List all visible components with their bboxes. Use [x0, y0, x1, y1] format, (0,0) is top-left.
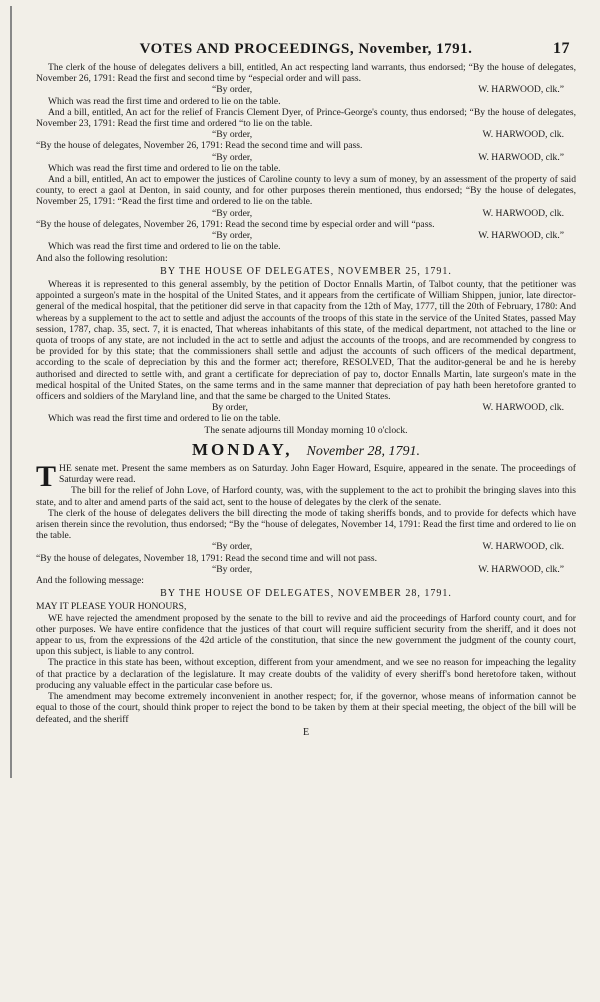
by-order-line: By order, — [212, 402, 248, 414]
body-text — [36, 62, 576, 725]
resolution-heading: BY THE HOUSE OF DELEGATES, NOVEMBER 25, 1791. — [160, 265, 452, 277]
clerk-signature: W. HARWOOD, clk.” — [478, 151, 564, 163]
adjournment-line: The senate adjourns till Monday morning 10 o'clock. — [204, 424, 408, 436]
by-order-line: “By order, — [212, 129, 253, 141]
by-order-line: “By order, — [212, 84, 253, 96]
running-title: VOTES AND PROCEEDINGS, November, 1791. — [139, 41, 473, 57]
by-order-line: “By order, — [212, 151, 253, 163]
paragraph: And a bill, entitled, An act to empower the justices of Caroline county to levy a sum of money, by an assessment of the property of said county, to erect a gaol at Denton, in said county, and for other purposes therein mentioned, thus endorsed; “By the house of delegates, November 25, 1791: “Read the first time and ordered to lie on the table. — [36, 174, 576, 208]
paragraph: The practice in this state has been, without exception, different from your amendment, and we see no reason for impeaching the legality of that practice by a declaration of the legislature. It may create doubts of the validity of every sheriff's bond heretofore taken, without producing any valuable effect in the particular case before us. — [36, 657, 576, 691]
by-order-line: “By order, — [212, 563, 253, 575]
clerk-signature: W. HARWOOD, clk. — [482, 402, 564, 414]
paragraph — [36, 460, 576, 493]
paragraph: Which was read the first time and ordered to lie on the table. — [48, 413, 281, 425]
paragraph: The clerk of the house of delegates delivers the bill directing the mode of taking sheriffs bonds, and to provide for defects which have arisen therein since the revolution, thus endorsed; “By the “house of delegates, November 14, 1791: Read the first time and ordered to lie on the table. — [36, 507, 576, 542]
by-order-line: “By order, — [212, 541, 253, 553]
paragraph-text: HE senate met. Present the same members as on Saturday. John Eager Howard, Esquire, appeared in the senate. The proceedings of Saturday were read. — [59, 463, 576, 486]
paragraph: And the following message: — [36, 575, 144, 587]
clerk-signature: W. HARWOOD, clk.” — [478, 230, 564, 242]
clerk-signature: W. HARWOOD, clk. — [482, 129, 564, 141]
page-header — [36, 36, 576, 62]
paragraph: The bill for the relief of John Love, of Harford county, was, with the supplement to the act to prohibit the bringing slaves into this state, and to alter and amend parts of the said act, sent to the house of delegates by the clerk of the senate. — [36, 485, 576, 508]
by-order-line: “By order, — [212, 230, 253, 242]
paragraph: MAY IT PLEASE YOUR HONOURS, — [36, 601, 187, 613]
day-name: MONDAY, — [191, 439, 293, 459]
paragraph: “By the house of delegates, November 18, 1791: Read the second time and will not pass. — [36, 552, 378, 564]
page-number: 17 — [553, 40, 570, 57]
drop-cap: T — [36, 460, 57, 493]
day-heading — [36, 439, 576, 459]
paragraph: The clerk of the house of delegates delivers a bill, entitled, An act respecting land warrants, thus endorsed; “By the house of delegates, November 26, 1791: Read the first and second time by “especial order and will pass. — [36, 62, 576, 85]
paragraph: And a bill, entitled, An act for the relief of Francis Clement Dyer, of Prince-George's county, thus endorsed; “By the house of delegates, November 23, 1791: Read the first time and ordered “to lie on the table. — [36, 106, 576, 130]
paragraph: The amendment may become extremely inconvenient in another respect; for, if the governor, whose means of information cannot be equal to those of the court, should think proper to reject the bond to be taken by them at their special meeting, the object of the bill will be defeated, and the sheriff — [36, 691, 576, 725]
resolution-heading: BY THE HOUSE OF DELEGATES, NOVEMBER 28, 1791. — [160, 588, 452, 600]
clerk-signature: W. HARWOOD, clk. — [482, 207, 564, 219]
clerk-signature: W. HARWOOD, clk.” — [478, 563, 564, 575]
paragraph: “By the house of delegates, November 26, 1791: Read the second time and will pass. — [36, 140, 363, 152]
document-page — [36, 36, 576, 738]
clerk-signature: W. HARWOOD, clk.” — [478, 84, 564, 96]
signature-mark: E — [302, 726, 310, 738]
paragraph: And also the following resolution: — [36, 252, 168, 264]
paragraph: Which was read the first time and ordered to lie on the table. — [48, 162, 281, 174]
day-date: November 28, 1791. — [306, 443, 421, 459]
paragraph: WE have rejected the amendment proposed by the senate to the bill to revive and aid the proceedings of Harford county court, and for other purposes. We have entire confidence that the justices of that court will require sufficient security from the sheriff, and it does not appear to us, from the expressions of the 42d article of the constitution, that since the new government the judgment of the county court, upon this subject, is liable to any control. — [36, 612, 576, 658]
clerk-signature: W. HARWOOD, clk. — [482, 541, 564, 553]
paragraph: “By the house of delegates, November 26, 1791: Read the second time by especial order and will “pass. — [36, 218, 435, 230]
paragraph: Which was read the first time and ordered to lie on the table. — [48, 95, 281, 107]
paragraph: Whereas it is represented to this general assembly, by the petition of Doctor Ennalls Martin, of Talbot county, that the petitioner was appointed a surgeon's mate in the hospital of the United States, and it appears from the certificate of William Shippen, junior, late director-general of the medical hospital, that the petitioner did serve in that capacity from the 12th of May, 1777, till the 20th of February, 1780: And whereas by a supplement to the act to settle and adjust the accounts of the troops of this state in the service of the United States, passed May session, 1787, chap. 35, sect. 7, it is enacted, That whereas inhabitants of this state, of the medical department, not attached to the line or quota of troops of any state, are not included in the act to settle and adjust the accounts of the troops, and are recommended by congress to be provided for by this state; that the commissioners shall settle and adjust the accounts of such officers of the medical department, according to the scale of depreciation by this and the former act; therefore, RESOLVED, That the auditor-general be and he is hereby authorised and directed to settle with, and grant a certificate for depreciation of pay to, doctor Ennalls Martin, late surgeon's mate in the medical hospital of the United States, on the same terms and in the same manner that depreciation of pay hath been heretofore granted to officers and soldiers of the Maryland line, and that the same be charged to the United States. — [36, 278, 576, 402]
by-order-line: “By order, — [212, 207, 253, 219]
paragraph: Which was read the first time and ordered to lie on the table. — [48, 241, 281, 253]
